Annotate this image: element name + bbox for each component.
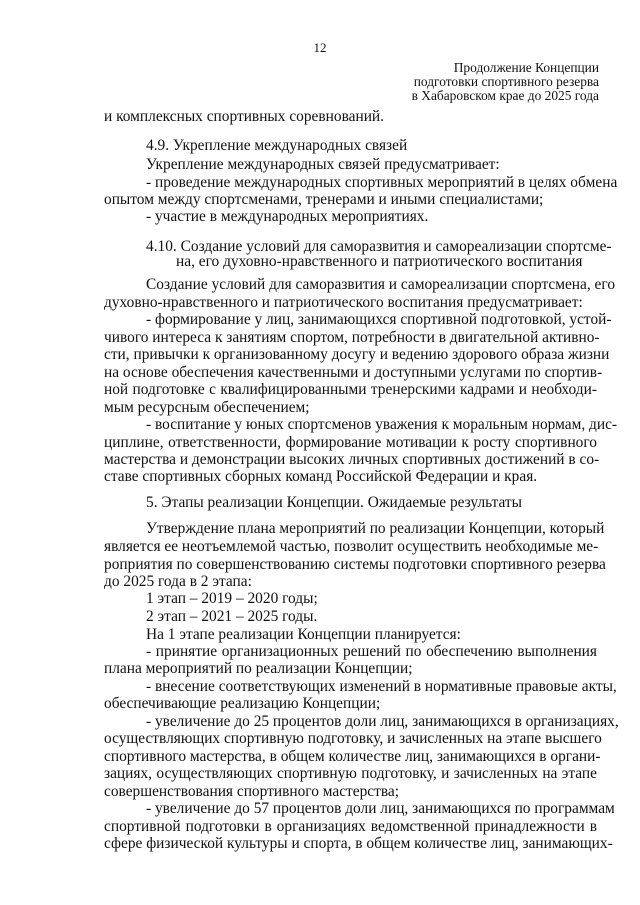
- body-line: духовно-нравственного и патриотического воспитания предусматривает:: [104, 294, 583, 311]
- body-line: 2 этап – 2021 – 2025 годы.: [146, 608, 318, 625]
- body-line: На 1 этапе реализации Концепции планируется:: [146, 626, 461, 643]
- body-line: - воспитание у юных спортсменов уважения к моральным нормам, дис-: [146, 416, 618, 433]
- body-line: ставе спортивных сборных команд Российской Федерации и края.: [104, 468, 538, 485]
- body-line: - внесение соответствующих изменений в нормативные правовые акты,: [146, 678, 617, 695]
- body-line: и комплексных спортивных соревнований.: [104, 108, 385, 125]
- body-line: ной подготовке с квалифицированными тренерскими кадрами и необходи-: [104, 381, 597, 398]
- section-heading: 4.10. Создание условий для саморазвития и самореализации спортсме-: [146, 238, 612, 255]
- body-line: Утверждение плана мероприятий по реализации Концепции, который: [146, 520, 605, 537]
- page-number: 12: [313, 40, 327, 55]
- body-line: является ее неотъемлемой частью, позволит осуществить необходимые ме-: [104, 538, 599, 555]
- body-line: сфере физической культуры и спорта, в общем количестве лиц, занимающих-: [104, 835, 613, 852]
- header-line: в Хабаровском крае до 2025 года: [411, 88, 599, 103]
- body-line: мым ресурсным обеспечением;: [104, 399, 310, 416]
- body-line: плана мероприятий по реализации Концепции;: [104, 660, 413, 677]
- body-line: роприятия по совершенствованию системы подготовки спортивного резерва: [104, 556, 606, 573]
- body-line: чивого интереса к занятиям спортом, потребности в двигательной активно-: [104, 329, 600, 346]
- body-line: совершенствования спортивного мастерства;: [104, 783, 400, 800]
- body-line: Укрепление международных связей предусматривает:: [146, 156, 500, 173]
- body-line: Создание условий для саморазвития и самореализации спортсмена, его: [146, 276, 616, 293]
- body-line: - увеличение до 57 процентов доли лиц, занимающихся по программам: [146, 800, 615, 817]
- header-line: Продолжение Концепции: [453, 60, 599, 75]
- section-heading: 5. Этапы реализации Концепции. Ожидаемые результаты: [146, 494, 522, 511]
- body-line: осуществляющих спортивную подготовку, и зачисленных на этапе высшего: [104, 730, 602, 747]
- section-heading: на, его духовно-нравственного и патриотического воспитания: [176, 253, 583, 270]
- body-line: опытом между спортсменами, тренерами и иными специалистами;: [104, 191, 544, 208]
- body-line: - участие в международных мероприятиях.: [146, 208, 429, 225]
- body-line: циплине, ответственности, формирование мотивации к росту спортивного: [104, 434, 597, 451]
- body-line: обеспечивающие реализацию Концепции;: [104, 695, 381, 712]
- body-line: - принятие организационных решений по обеспечению выполнения: [146, 643, 597, 660]
- body-line: - увеличение до 25 процентов доли лиц, занимающихся в организациях,: [146, 713, 619, 730]
- section-heading: 4.9. Укрепление международных связей: [146, 137, 408, 154]
- body-line: - проведение международных спортивных мероприятий в целях обмена: [146, 174, 618, 191]
- body-line: спортивного мастерства, в общем количестве лиц, занимающихся в органи-: [104, 748, 601, 765]
- body-line: зациях, осуществляющих спортивную подготовку, и зачисленных на этапе: [104, 765, 597, 782]
- body-line: 1 этап – 2019 – 2020 годы;: [146, 590, 318, 607]
- body-line: - формирование у лиц, занимающихся спортивной подготовкой, устой-: [146, 311, 612, 328]
- body-line: до 2025 года в 2 этапа:: [104, 573, 252, 590]
- body-line: спортивной подготовки в организациях ведомственной принадлежности в: [104, 818, 597, 835]
- header-line: подготовки спортивного резерва: [413, 74, 599, 89]
- body-line: мастерства и демонстрации высоких личных спортивных достижений в со-: [104, 451, 600, 468]
- body-line: на основе обеспечения качественными и доступными услугами по спортив-: [104, 364, 603, 381]
- body-line: сти, привычки к организованному досугу и ведению здорового образа жизни: [104, 346, 610, 363]
